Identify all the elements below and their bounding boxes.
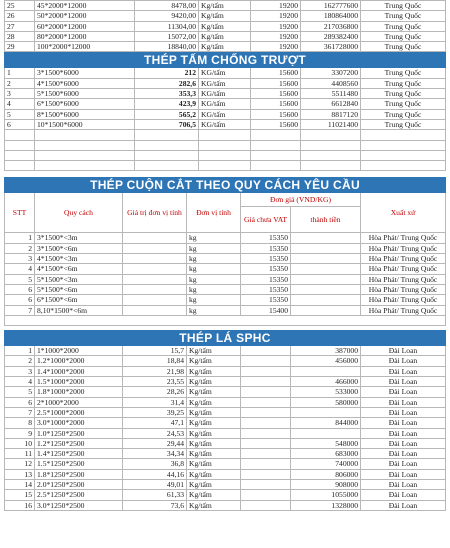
table-row [4,439,446,449]
cell-pr: 19200 [250,1,300,10]
cell-unit: Kg/tấm [186,439,240,448]
cell-val: 36,8 [122,459,186,468]
table-row [4,429,446,439]
cell-name: 3*1500*6000 [34,68,134,77]
cell-unit: Kg/tấm [186,418,240,427]
table-row [4,285,446,295]
cell-unit: Kg/tấm [186,459,240,468]
cell-stt: 25 [4,1,34,10]
cell-unit: kg [186,285,240,294]
cell-stt: 3 [4,89,34,98]
cell-pr: 15600 [250,79,300,88]
cell-stt: 13 [4,470,34,479]
table-row [4,470,446,480]
cell-tot: 1055000 [290,490,360,499]
sphc-table [4,346,446,511]
cell-name: 2.5*1000*2000 [34,408,122,417]
cell-unit: Kg/tấm [186,501,240,510]
cell-unit: Kg/tấm [186,377,240,386]
cell-unit: Kg/tấm [186,449,240,458]
cell-tot: 180864000 [300,11,360,20]
header-price-vat: Giá chưa VAT [241,207,291,232]
cell-stt: 6 [4,398,34,407]
cell-stt: 10 [4,439,34,448]
cell-name: 1.4*1000*2000 [34,367,122,376]
header-total: thành tiền [310,215,341,225]
cell-name: 80*2000*12000 [34,32,134,41]
cell-name: 2.5*1250*2500 [34,490,122,499]
cell-orig: Đài Loan [360,398,446,407]
cell-stt: 5 [4,387,34,396]
blank-rows [4,130,446,171]
cell-tot: 1328000 [290,501,360,510]
cell-unit: Kg/tấm [198,32,250,41]
cell-tot: 740000 [290,459,360,468]
cell-orig: Trung Quốc [360,1,446,10]
cell-tot: 162777600 [300,1,360,10]
cell-name: 100*2000*12000 [34,42,134,51]
table-row [4,99,446,109]
cell-name: 1.2*1000*2000 [34,356,122,365]
table-row [4,346,446,356]
cell-name: 45*2000*12000 [34,1,134,10]
table-row [4,295,446,305]
cell-stt: 8 [4,418,34,427]
cell-pr: 15600 [250,110,300,119]
cell-orig: Trung Quốc [360,32,446,41]
cell-orig: Hòa Phát/ Trung Quốc [360,244,446,253]
cell-unit: KG/tấm [198,89,250,98]
cell-orig: Trung Quốc [360,22,446,31]
cell-unit: kg [186,295,240,304]
cell-name: 3*1500*<6m [34,244,122,253]
cell-name: 1.0*1250*2500 [34,429,122,438]
cell-name: 1.5*1250*2500 [34,459,122,468]
table-row [4,11,446,21]
cell-unit: Kg/tấm [186,367,240,376]
table-row [4,501,446,511]
cell-pr: 15350 [240,295,290,304]
cell-name: 1.8*1000*2000 [34,387,122,396]
cell-val: 49,01 [122,480,186,489]
cell-val: 15,7 [122,346,186,355]
cell-tot: 466000 [290,377,360,386]
cell-val: 21,98 [122,367,186,376]
cell-pr: 19200 [250,11,300,20]
cell-stt: 11 [4,449,34,458]
cell-orig: Trung Quốc [360,89,446,98]
cell-name: 5*1500*<6m [34,285,122,294]
cell-stt: 2 [4,356,34,365]
cell-unit: kg [186,306,240,315]
table-row [4,254,446,264]
cell-val: 353,3 [134,89,198,98]
cell-stt: 7 [4,408,34,417]
cell-unit: kg [186,244,240,253]
cell-val: 15072,00 [134,32,198,41]
cell-pr: 15350 [240,275,290,284]
header-price-group [240,193,360,232]
cell-name: 4*1500*<6m [34,264,122,273]
table-row [4,306,446,316]
cell-pr: 15600 [250,68,300,77]
cell-tot: 11021400 [300,120,360,129]
cell-tot: 4408560 [300,79,360,88]
cell-tot: 3307200 [300,68,360,77]
coil-header-row [4,193,446,233]
cell-unit: kg [186,233,240,242]
cell-stt: 6 [4,295,34,304]
cell-name: 4*1500*<3m [34,254,122,263]
cell-unit: Kg/tấm [198,11,250,20]
cell-name: 5*1500*<3m [34,275,122,284]
cell-orig: Hòa Phát/ Trung Quốc [360,285,446,294]
cell-unit: Kg/tấm [186,398,240,407]
table-row [4,398,446,408]
cell-stt: 7 [4,306,34,315]
cell-orig: Đài Loan [360,346,446,355]
sphc-title: THÉP LÁ SPHC [4,330,446,346]
table-row [4,480,446,490]
table-row [4,1,446,11]
cell-name: 50*2000*12000 [34,11,134,20]
cell-orig: Hòa Phát/ Trung Quốc [360,233,446,242]
cell-unit: KG/tấm [198,68,250,77]
cell-orig: Đài Loan [360,429,446,438]
blank-row [4,161,446,171]
cell-stt: 5 [4,110,34,119]
cell-val: 9420,00 [134,11,198,20]
cell-name: 1.2*1250*2500 [34,439,122,448]
table-row [4,120,446,130]
cell-val: 61,33 [122,490,186,499]
table-row [4,32,446,42]
table-row [4,356,446,366]
cell-tot: 548000 [290,439,360,448]
cell-orig: Trung Quốc [360,110,446,119]
cell-tot: 6612840 [300,99,360,108]
cell-tot: 580000 [290,398,360,407]
cell-unit: Kg/tấm [186,387,240,396]
cell-orig: Trung Quốc [360,11,446,20]
cell-val: 18840,00 [134,42,198,51]
cell-unit: KG/tấm [198,110,250,119]
cell-val: 73,6 [122,501,186,510]
cell-name: 1.8*1250*2500 [34,470,122,479]
table-row [4,490,446,500]
cell-tot: 5511480 [300,89,360,98]
cell-stt: 29 [4,42,34,51]
cell-name: 2*1000*2000 [34,398,122,407]
cell-stt: 3 [4,367,34,376]
cell-stt: 4 [4,264,34,273]
cell-val: 29,44 [122,439,186,448]
cell-pr: 15600 [250,89,300,98]
cell-name: 8,10*1500*<6m [34,306,122,315]
cell-stt: 4 [4,99,34,108]
cell-orig: Hòa Phát/ Trung Quốc [360,264,446,273]
cell-orig: Đài Loan [360,470,446,479]
cell-val: 28,26 [122,387,186,396]
cell-unit: kg [186,264,240,273]
cell-orig: Hòa Phát/ Trung Quốc [360,254,446,263]
cell-orig: Trung Quốc [360,68,446,77]
cell-orig: Trung Quốc [360,79,446,88]
cell-val: 565,2 [134,110,198,119]
cell-orig: Đài Loan [360,408,446,417]
cell-pr: 15350 [240,254,290,263]
cell-pr: 15600 [250,120,300,129]
header-stt: STT [4,193,34,232]
table-row [4,459,446,469]
table-row [4,22,446,32]
cell-unit: Kg/tấm [186,408,240,417]
blank-row [4,130,446,140]
cell-stt: 1 [4,346,34,355]
cell-stt: 9 [4,429,34,438]
header-price-title: Đơn giá (VND/KG) [241,193,360,207]
cell-orig: Đài Loan [360,490,446,499]
cell-val: 18,84 [122,356,186,365]
cell-tot: 8817120 [300,110,360,119]
blank-row [4,151,446,161]
blank-row [4,316,446,326]
cell-unit: kg [186,275,240,284]
cell-pr: 15350 [240,233,290,242]
cell-orig: Đài Loan [360,356,446,365]
cell-tot: 361728000 [300,42,360,51]
cell-name: 1.5*1000*2000 [34,377,122,386]
cell-tot: 387000 [290,346,360,355]
table-row [4,79,446,89]
cell-val: 212 [134,68,198,77]
table-row [4,68,446,78]
cell-pr: 19200 [250,42,300,51]
cell-orig: Đài Loan [360,449,446,458]
cell-name: 8*1500*6000 [34,110,134,119]
header-origin: Xuất xứ [360,193,446,232]
cell-val: 706,5 [134,120,198,129]
cell-val: 34,34 [122,449,186,458]
cell-tot: 533000 [290,387,360,396]
cell-orig: Đài Loan [360,459,446,468]
cell-stt: 1 [4,68,34,77]
table-row [4,377,446,387]
cell-name: 6*1500*<6m [34,295,122,304]
cell-pr: 15400 [240,306,290,315]
cell-val: 47,1 [122,418,186,427]
cell-pr: 19200 [250,32,300,41]
cell-tot: 683000 [290,449,360,458]
cell-unit: Kg/tấm [186,490,240,499]
cell-tot: 806000 [290,470,360,479]
cell-unit: Kg/tấm [186,480,240,489]
cell-val: 423,9 [134,99,198,108]
header-value: Giá trị đơn vị tính [122,193,186,232]
cell-stt: 1 [4,233,34,242]
cell-name: 1.4*1250*2500 [34,449,122,458]
cell-tot [290,408,360,417]
cell-unit: Kg/tấm [198,42,250,51]
cell-unit: Kg/tấm [186,429,240,438]
cell-unit: Kg/tấm [186,346,240,355]
anti-slip-table [4,68,446,130]
table-row [4,387,446,397]
cell-val: 282,6 [134,79,198,88]
price-sheet [4,0,446,511]
cell-stt: 28 [4,32,34,41]
header-spec: Quy cách [34,193,122,232]
header-unit: Đơn vị tính [186,193,240,232]
cell-name: 60*2000*12000 [34,22,134,31]
table-row [4,408,446,418]
cell-pr: 15350 [240,285,290,294]
cell-val: 31,4 [122,398,186,407]
table-row [4,275,446,285]
cell-val: 23,55 [122,377,186,386]
cell-orig: Đài Loan [360,387,446,396]
cell-pr: 15350 [240,264,290,273]
cell-stt: 12 [4,459,34,468]
cell-val: 39,25 [122,408,186,417]
cell-unit: KG/tấm [198,79,250,88]
cell-tot: 289382400 [300,32,360,41]
table-row [4,449,446,459]
cell-name: 6*1500*6000 [34,99,134,108]
cell-unit: Kg/tấm [198,22,250,31]
table-row [4,367,446,377]
cell-tot: 908000 [290,480,360,489]
cell-stt: 3 [4,254,34,263]
cell-orig: Hòa Phát/ Trung Quốc [360,275,446,284]
cell-orig: Đài Loan [360,501,446,510]
cell-orig: Trung Quốc [360,42,446,51]
cell-orig: Hòa Phát/ Trung Quốc [360,306,446,315]
cell-name: 3.0*1250*2500 [34,501,122,510]
cell-stt: 6 [4,120,34,129]
cell-stt: 15 [4,490,34,499]
cell-orig: Đài Loan [360,377,446,386]
cell-val: 44,16 [122,470,186,479]
anti-slip-title: THÉP TẤM CHỐNG TRƯỢT [4,52,446,68]
table-row [4,233,446,243]
cell-unit: kg [186,254,240,263]
import-plate-table [4,0,446,52]
cell-name: 3*1500*<3m [34,233,122,242]
table-row [4,89,446,99]
cell-unit: Kg/tấm [186,470,240,479]
cell-tot [290,367,360,376]
cell-orig: Trung Quốc [360,99,446,108]
table-row [4,244,446,254]
cell-orig: Trung Quốc [360,120,446,129]
cell-name: 2.0*1250*2500 [34,480,122,489]
cell-unit: Kg/tấm [198,1,250,10]
cell-stt: 2 [4,244,34,253]
cell-orig: Đài Loan [360,367,446,376]
cell-val: 24,53 [122,429,186,438]
cell-stt: 26 [4,11,34,20]
blank-row [4,141,446,151]
cell-unit: Kg/tấm [186,356,240,365]
cell-orig: Đài Loan [360,480,446,489]
table-row [4,110,446,120]
cell-pr: 19200 [250,22,300,31]
cell-tot: 217036800 [300,22,360,31]
table-row [4,418,446,428]
cell-orig: Đài Loan [360,439,446,448]
cell-stt: 14 [4,480,34,489]
cell-orig: Hòa Phát/ Trung Quốc [360,295,446,304]
cell-name: 10*1500*6000 [34,120,134,129]
coil-table [4,233,446,315]
cell-val: 11304,00 [134,22,198,31]
cell-pr: 15600 [250,99,300,108]
cell-tot [290,429,360,438]
cell-stt: 16 [4,501,34,510]
cell-unit: KG/tấm [198,120,250,129]
cell-unit: KG/tấm [198,99,250,108]
cell-tot: 844000 [290,418,360,427]
cell-pr: 15350 [240,244,290,253]
table-row [4,42,446,52]
cell-stt: 5 [4,275,34,284]
cell-name: 1*1000*2000 [34,346,122,355]
cell-stt: 4 [4,377,34,386]
cell-name: 4*1500*6000 [34,79,134,88]
cell-stt: 6 [4,285,34,294]
coil-title: THÉP CUỘN CẮT THEO QUY CÁCH YÊU CẦU [4,177,446,193]
cell-stt: 27 [4,22,34,31]
cell-orig: Đài Loan [360,418,446,427]
cell-stt: 2 [4,79,34,88]
table-row [4,264,446,274]
cell-name: 5*1500*6000 [34,89,134,98]
cell-name: 3.0*1000*2000 [34,418,122,427]
cell-val: 8478,00 [134,1,198,10]
cell-tot: 456000 [290,356,360,365]
